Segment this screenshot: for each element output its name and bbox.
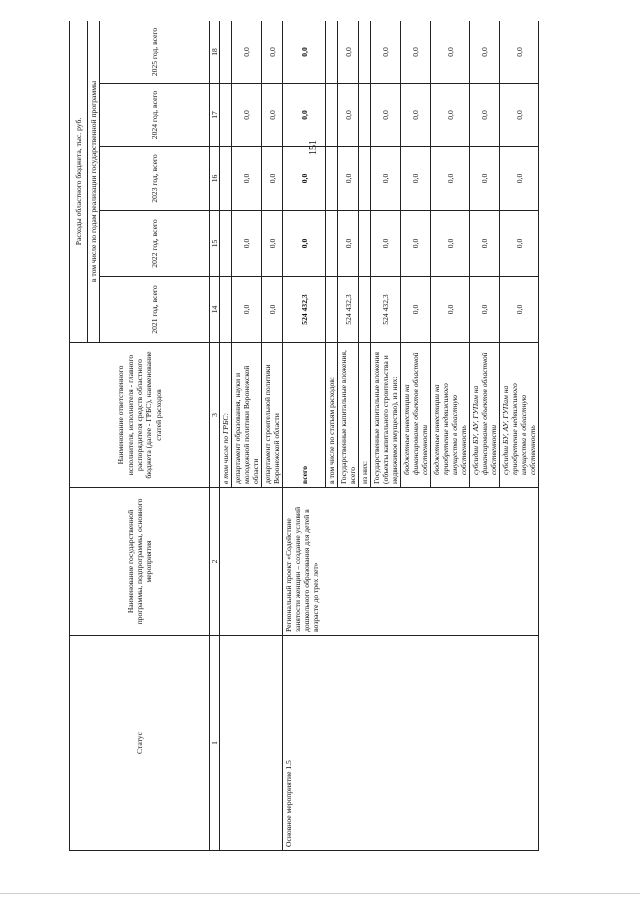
value-cell: 0,0 <box>431 21 470 84</box>
value-cell: 0,0 <box>371 211 401 277</box>
value-cell <box>326 211 338 277</box>
column-number: 15 <box>210 211 220 277</box>
value-cell: 0,0 <box>283 21 326 84</box>
header-year-2022: 2022 год, всего <box>100 211 210 277</box>
value-cell: 0,0 <box>262 84 283 147</box>
value-cell: 0,0 <box>470 277 500 343</box>
value-cell: 0,0 <box>283 84 326 147</box>
value-cell: 0,0 <box>232 84 262 147</box>
header-year-2023: 2023 год, всего <box>100 147 210 211</box>
item-cell-total: всего <box>283 343 326 488</box>
value-cell: 0,0 <box>431 147 470 211</box>
status-cell-empty <box>220 636 283 851</box>
value-cell <box>359 277 371 343</box>
value-cell: 0,0 <box>338 84 359 147</box>
column-number: 2 <box>210 488 220 636</box>
value-cell <box>359 21 371 84</box>
budget-expenses-table <box>69 21 539 851</box>
value-cell: 0,0 <box>470 84 500 147</box>
header-year-2025: 2025 год, всего <box>100 21 210 84</box>
value-cell: 0,0 <box>232 211 262 277</box>
item-cell: субсидии БУ, АУ, ГУПам на финансирование объектов областной собственности <box>470 343 500 488</box>
value-cell <box>220 277 232 343</box>
item-cell: Государственные капитальные вложения (объекты капитального строительства и недвижимое имущество), из них: <box>371 343 401 488</box>
value-cell: 0,0 <box>262 21 283 84</box>
value-cell: 0,0 <box>431 84 470 147</box>
value-cell: 0,0 <box>500 211 539 277</box>
value-cell <box>326 21 338 84</box>
value-cell: 0,0 <box>338 21 359 84</box>
item-cell: департамент образования, науки и молодежной политики Воронежской области <box>232 343 262 488</box>
value-cell: 0,0 <box>232 21 262 84</box>
value-cell: 0,0 <box>401 277 431 343</box>
value-cell: 0,0 <box>283 211 326 277</box>
column-number-row <box>210 21 220 851</box>
value-cell: 0,0 <box>262 147 283 211</box>
value-cell: 0,0 <box>401 21 431 84</box>
value-cell: 0,0 <box>401 147 431 211</box>
value-cell: 0,0 <box>470 21 500 84</box>
value-cell <box>326 84 338 147</box>
value-cell <box>359 211 371 277</box>
value-cell <box>220 21 232 84</box>
value-cell: 524 432,3 <box>283 277 326 343</box>
header-executor: Наименование ответственного исполнителя, исполнителя - главного распорядителя средств областного бюджета (далее - ГРБС), наименование статей расходов <box>70 343 210 488</box>
value-cell: 0,0 <box>500 21 539 84</box>
value-cell: 0,0 <box>470 211 500 277</box>
page-number: 151 <box>308 140 319 155</box>
column-number: 17 <box>210 84 220 147</box>
item-cell: субсидии БУ, АУ, ГУПам на приобретение недвижимого имущества в областную собственность <box>500 343 539 488</box>
item-cell: бюджетные инвестиции на приобретение недвижимого имущества в областную собственность <box>431 343 470 488</box>
value-cell: 524 432,3 <box>338 277 359 343</box>
landscape-table-wrapper <box>69 21 581 851</box>
value-cell <box>220 84 232 147</box>
column-number: 3 <box>210 343 220 488</box>
value-cell <box>220 147 232 211</box>
value-cell: 0,0 <box>371 147 401 211</box>
value-cell: 0,0 <box>500 277 539 343</box>
program-cell-empty <box>220 488 283 636</box>
column-number: 1 <box>210 636 220 851</box>
item-cell: Государственные капитальные вложения, всего <box>338 343 359 488</box>
value-cell <box>359 84 371 147</box>
value-cell <box>326 147 338 211</box>
value-cell: 0,0 <box>401 84 431 147</box>
item-cell: бюджетные инвестиции на финансирование объектов областной собственности <box>401 343 431 488</box>
value-cell <box>220 211 232 277</box>
header-year-2024: 2024 год, всего <box>100 84 210 147</box>
table-row <box>283 21 326 851</box>
item-cell: департамент строительной политики Воронежской области <box>262 343 283 488</box>
column-number: 18 <box>210 21 220 84</box>
rotated-table-stage <box>69 21 581 851</box>
header-year-2021: 2021 год, всего <box>100 277 210 343</box>
value-cell: 524 432,3 <box>371 277 401 343</box>
value-cell: 0,0 <box>338 211 359 277</box>
value-cell: 0,0 <box>232 277 262 343</box>
value-cell: 0,0 <box>262 277 283 343</box>
column-number: 14 <box>210 277 220 343</box>
value-cell <box>326 277 338 343</box>
value-cell: 0,0 <box>232 147 262 211</box>
value-cell: 0,0 <box>283 147 326 211</box>
column-number: 16 <box>210 147 220 211</box>
value-cell: 0,0 <box>431 277 470 343</box>
value-cell <box>359 147 371 211</box>
value-cell: 0,0 <box>431 211 470 277</box>
status-cell: Основное мероприятие 1.5 <box>283 636 539 851</box>
value-cell: 0,0 <box>401 211 431 277</box>
header-status: Статус <box>70 636 210 851</box>
value-cell: 0,0 <box>500 84 539 147</box>
value-cell: 0,0 <box>500 147 539 211</box>
value-cell: 0,0 <box>470 147 500 211</box>
program-name-cell: Региональный проект «Содействие занятости женщин – создание условий дошкольного образования для детей в возрасте до трех лет» <box>283 488 539 636</box>
value-cell: 0,0 <box>371 84 401 147</box>
value-cell: 0,0 <box>262 211 283 277</box>
value-cell: 0,0 <box>338 147 359 211</box>
item-cell: в том числе по ГРБС: <box>220 343 232 488</box>
value-cell: 0,0 <box>371 21 401 84</box>
header-expenses-title: Расходы областного бюджета, тыс. руб. <box>70 21 88 343</box>
header-program-name: Наименование государственной программы, подпрограммы, основного мероприятия <box>70 488 210 636</box>
header-years-title: в том числе по годам реализации государственной программы <box>88 21 100 343</box>
item-cell: в том числе по статьям расходов: <box>326 343 338 488</box>
table-row <box>220 21 232 851</box>
item-cell: из них: <box>359 343 371 488</box>
page-bottom-divider <box>0 893 640 894</box>
